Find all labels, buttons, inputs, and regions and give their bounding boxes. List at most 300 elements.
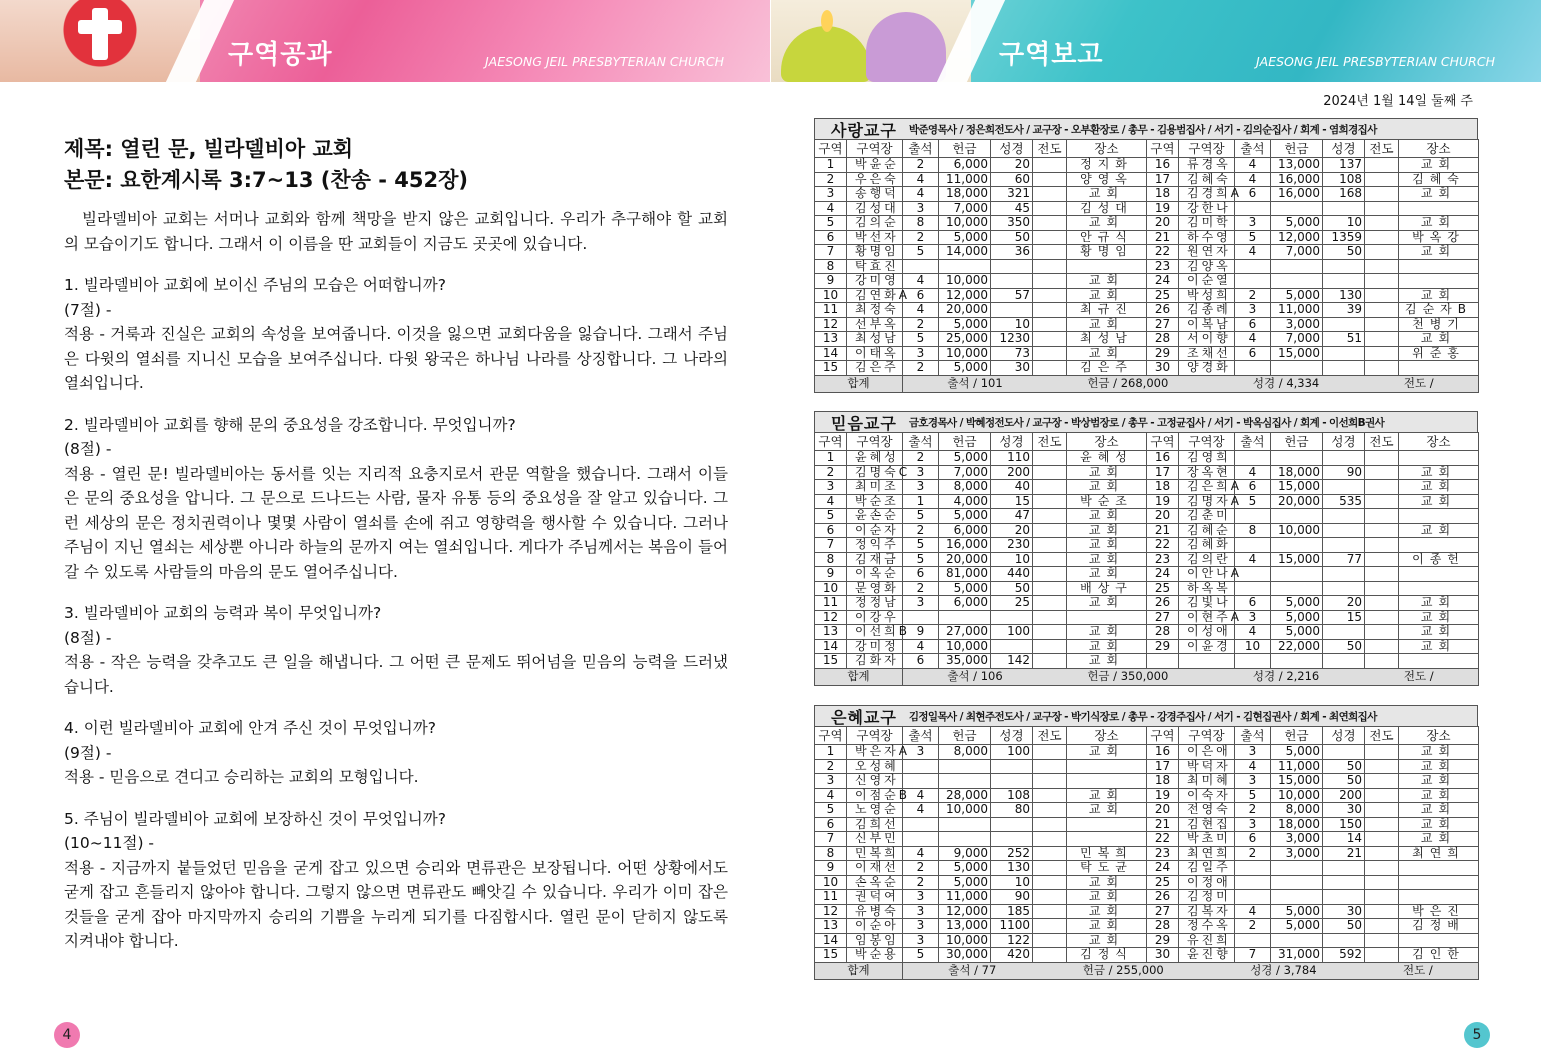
table-cell [1365, 480, 1399, 495]
table-cell: 3 [1235, 745, 1271, 760]
table-row [815, 581, 1479, 596]
table-cell: 4 [903, 303, 939, 318]
table-cell: 김정배 [1399, 919, 1479, 934]
table-cell: 8 [903, 216, 939, 231]
table-cell [1323, 654, 1365, 669]
column-header: 헌금 [939, 433, 991, 451]
table-cell: 10,000 [939, 933, 991, 948]
table-row [815, 465, 1479, 480]
table-cell: 교회 [1399, 187, 1479, 202]
column-header: 출석 [903, 727, 939, 745]
table-cell: 10,000 [939, 639, 991, 654]
table-row [815, 361, 1479, 376]
table-cell [1033, 948, 1067, 963]
table-cell: 교회 [1399, 788, 1479, 803]
table-cell: 이순열 [1179, 274, 1235, 289]
table-cell: 11,000 [939, 172, 991, 187]
table-cell: 4 [1235, 465, 1271, 480]
column-header: 구역 [815, 433, 847, 451]
table-cell: 7,000 [939, 201, 991, 216]
total-evangelism: 전도 / [1403, 669, 1434, 683]
table-cell: 60 [991, 172, 1033, 187]
table-cell [903, 832, 939, 847]
table-cell [1067, 774, 1147, 789]
table-cell: 230 [991, 538, 1033, 553]
table-cell: 최미혜 [1179, 774, 1235, 789]
table-cell [1365, 201, 1399, 216]
table-cell: 16 [1147, 158, 1179, 173]
column-header: 구역장 [847, 433, 903, 451]
table-cell: 김명숙C [847, 465, 903, 480]
table-cell: 14 [815, 639, 847, 654]
table-cell: 4 [815, 201, 847, 216]
table-cell: 5 [1235, 230, 1271, 245]
table-cell [1271, 509, 1323, 524]
table-cell [1033, 523, 1067, 538]
total-attendance: 출석 / 106 [947, 669, 1003, 683]
table-cell: 윤진향 [1179, 948, 1235, 963]
table-cell: 김순자B [1399, 303, 1479, 318]
table-cell: 3 [815, 187, 847, 202]
question-2-answer: 적용 - 열린 문! 빌라델비아는 동서를 잇는 지리적 요충지로서 관문 역할을 했습니다. 그래서 이들은 문의 중요성을 압니다. 그 문으로 드나드는 사람, 물자 유통 등의 중요성을 잘 알고 있습니다. 그런 세상의 문은 정치권력이나 몇몇 사람이 열쇠를 손에 쥐고 영향력을 행사할 수 있습니다. 그러나 주님이 지닌 열쇠는 세상뿐 아니라 하늘의 문까지 여는 열쇠입니다. 게다가 주님께서는 복음이 들어갈 수 있도록 사람들의 마음의 문도 열어주십니다. [64, 464, 728, 581]
table-cell [1323, 745, 1365, 760]
table-cell: 13 [815, 332, 847, 347]
table-cell: 이현주A [1179, 610, 1235, 625]
table-cell: 이정애 [1179, 875, 1235, 890]
question-5-ref: (10~11절) - [64, 834, 155, 852]
table-cell [1033, 788, 1067, 803]
table-cell: 13,000 [939, 919, 991, 934]
table-cell: 200 [1323, 788, 1365, 803]
table-cell: 7 [1235, 948, 1271, 963]
table-cell: 양경화 [1179, 361, 1235, 376]
table-cell: 24 [1147, 567, 1179, 582]
question-3: 3. 빌라델비아 교회의 능력과 복이 무엇입니까? [64, 604, 382, 622]
table-cell: 천병기 [1399, 317, 1479, 332]
table-cell: 정정남 [847, 596, 903, 611]
table-cell [1399, 509, 1479, 524]
table-cell: 윤손순 [847, 509, 903, 524]
table-cell [1235, 581, 1271, 596]
table-cell: 원연자 [1179, 245, 1235, 260]
table-cell: 이은애 [1179, 745, 1235, 760]
column-header: 구역장 [1179, 140, 1235, 158]
district-table [814, 726, 1479, 980]
table-cell: 박성희 [1179, 288, 1235, 303]
table-cell: 교회 [1399, 465, 1479, 480]
question-2: 2. 빌라델비아 교회를 향해 문의 중요성을 강조합니다. 무엇입니까? [64, 415, 516, 434]
table-cell: 22,000 [1271, 639, 1323, 654]
total-bible: 성경 / 3,784 [1250, 963, 1317, 977]
column-header: 출석 [1235, 433, 1271, 451]
table-cell [1033, 303, 1067, 318]
table-cell: 4 [903, 788, 939, 803]
table-cell: 이순자 [847, 523, 903, 538]
table-cell: 6 [1235, 187, 1271, 202]
table-cell: 3 [903, 745, 939, 760]
table-cell: 6,000 [939, 596, 991, 611]
table-cell: 교회 [1067, 274, 1147, 289]
table-cell [1235, 654, 1271, 669]
table-cell: 교회 [1067, 523, 1147, 538]
table-row [815, 875, 1479, 890]
table-cell: 29 [1147, 639, 1179, 654]
table-cell: 정수옥 [1179, 919, 1235, 934]
table-cell [1323, 201, 1365, 216]
table-cell [1323, 480, 1365, 495]
table-cell [1033, 654, 1067, 669]
table-cell: 40 [991, 480, 1033, 495]
table-cell: 김재금 [847, 552, 903, 567]
table-cell [1033, 230, 1067, 245]
table-cell [1033, 567, 1067, 582]
table-cell: 박순용 [847, 948, 903, 963]
table-cell [1365, 538, 1399, 553]
table-row [815, 567, 1479, 582]
table-cell [1365, 610, 1399, 625]
table-cell [1033, 172, 1067, 187]
table-cell: 22 [1147, 832, 1179, 847]
table-cell: 9,000 [939, 846, 991, 861]
table-cell [1033, 494, 1067, 509]
question-4: 4. 이런 빌라델비아 교회에 안겨 주신 것이 무엇입니까? [64, 719, 436, 737]
table-cell: 19 [1147, 494, 1179, 509]
table-cell: 20 [1323, 596, 1365, 611]
table-cell [991, 303, 1033, 318]
table-cell: 김희선 [847, 817, 903, 832]
table-cell: 1359 [1323, 230, 1365, 245]
table-cell: 이숙자 [1179, 788, 1235, 803]
table-cell: 4 [903, 274, 939, 289]
table-cell [903, 259, 939, 274]
table-cell [1399, 581, 1479, 596]
table-cell: 박초미 [1179, 832, 1235, 847]
table-cell: 5,000 [939, 317, 991, 332]
table-cell: 교회 [1399, 832, 1479, 847]
table-cell: 150 [1323, 817, 1365, 832]
table-cell [1365, 288, 1399, 303]
table-cell: 30,000 [939, 948, 991, 963]
table-row [815, 494, 1479, 509]
table-cell [1033, 538, 1067, 553]
question-2-ref: (8절) - [64, 440, 112, 458]
table-cell: 김은희A [1179, 480, 1235, 495]
table-cell: 김화자 [847, 654, 903, 669]
table-cell [1365, 523, 1399, 538]
table-cell [1365, 832, 1399, 847]
table-cell [1033, 803, 1067, 818]
table-cell [939, 259, 991, 274]
table-cell: 하수영 [1179, 230, 1235, 245]
table-cell: 교회 [1399, 596, 1479, 611]
table-cell [1067, 817, 1147, 832]
table-cell: 4 [815, 494, 847, 509]
table-cell: 민복희 [847, 846, 903, 861]
table-cell: 교회 [1067, 904, 1147, 919]
table-cell: 10,000 [939, 803, 991, 818]
table-cell: 민복희 [1067, 846, 1147, 861]
table-cell: 21 [1147, 230, 1179, 245]
table-cell: 90 [991, 890, 1033, 905]
table-cell: 3,000 [1271, 317, 1323, 332]
table-cell [1365, 875, 1399, 890]
table-cell [1365, 509, 1399, 524]
table-cell: 12,000 [1271, 230, 1323, 245]
table-row [815, 904, 1479, 919]
column-header: 장소 [1067, 433, 1147, 451]
table-cell: 김의란 [1179, 552, 1235, 567]
table-cell: 17 [1147, 465, 1179, 480]
table-cell: 8 [815, 846, 847, 861]
table-cell: 100 [991, 745, 1033, 760]
table-cell: 18 [1147, 480, 1179, 495]
table-cell: 19 [1147, 201, 1179, 216]
table-cell [1365, 803, 1399, 818]
table-cell: 18,000 [1271, 465, 1323, 480]
table-cell: 11 [815, 596, 847, 611]
district-staff: 김정일목사 / 최현주전도사 / 교구장 - 박기식장로 / 총무 - 강경주집사 / 서기 - 김현집권사 / 회계 - 최연희집사 [908, 710, 1377, 723]
table-cell: 10 [815, 875, 847, 890]
table-cell [1033, 774, 1067, 789]
table-cell: 박은진 [1399, 904, 1479, 919]
table-cell: 81,000 [939, 567, 991, 582]
table-cell: 3,000 [1271, 846, 1323, 861]
table-cell: 30 [1147, 948, 1179, 963]
table-cell: 황명임 [1067, 245, 1147, 260]
table-cell [939, 817, 991, 832]
table-cell: 김종례 [1179, 303, 1235, 318]
table-cell: 최미조 [847, 480, 903, 495]
table-cell: 이성애 [1179, 625, 1235, 640]
table-cell: 29 [1147, 346, 1179, 361]
table-row [815, 596, 1479, 611]
table-cell [1235, 861, 1271, 876]
table-cell: 3 [1235, 610, 1271, 625]
table-cell: 15,000 [1271, 552, 1323, 567]
table-cell: 14,000 [939, 245, 991, 260]
table-cell: 9 [903, 625, 939, 640]
table-row [815, 259, 1479, 274]
table-cell [1271, 361, 1323, 376]
table-row [815, 625, 1479, 640]
table-cell: 강미영 [847, 274, 903, 289]
table-row [815, 890, 1479, 905]
table-cell [939, 832, 991, 847]
table-cell [991, 832, 1033, 847]
table-cell: 22 [1147, 538, 1179, 553]
column-header: 장소 [1399, 140, 1479, 158]
left-page [0, 0, 770, 1059]
table-cell [1399, 890, 1479, 905]
table-cell: 교회 [1067, 875, 1147, 890]
table-cell: 5,000 [1271, 216, 1323, 231]
table-cell: 18,000 [1271, 817, 1323, 832]
table-cell: 2 [903, 451, 939, 466]
table-cell: 교회 [1399, 817, 1479, 832]
table-cell: 5 [1235, 494, 1271, 509]
total-attendance: 출석 / 77 [948, 963, 997, 977]
table-cell: 27 [1147, 610, 1179, 625]
table-cell: 36 [991, 245, 1033, 260]
table-cell: 24 [1147, 861, 1179, 876]
table-cell: 최성남 [847, 332, 903, 347]
total-values [903, 962, 1479, 979]
table-cell [1399, 451, 1479, 466]
table-cell [1235, 451, 1271, 466]
table-cell: 15 [991, 494, 1033, 509]
table-cell: 하옥복 [1179, 581, 1235, 596]
table-cell: 김양옥 [1179, 259, 1235, 274]
table-cell [1033, 346, 1067, 361]
church-name: JAESONG JEIL PRESBYTERIAN CHURCH [484, 54, 724, 69]
table-cell: 6 [903, 567, 939, 582]
table-cell: 안규식 [1067, 230, 1147, 245]
column-header: 장소 [1399, 727, 1479, 745]
table-cell: 윤혜성 [1067, 451, 1147, 466]
table-cell: 3 [903, 346, 939, 361]
question-5-answer: 적용 - 지금까지 붙들었던 믿음을 굳게 잡고 있으면 승리와 면류관은 보장됩니다. 어떤 상황에서도 굳게 잡고 흔들리지 않아야 합니다. 그렇지 않으면 면류관도 빼앗길 수 있습니다. 우리가 이미 잡은 것들을 굳게 잡아 마지막까지 승리의 기쁨을 누리게 되기를 다짐합시다. 열린 문이 닫히지 않도록 지켜내야 합니다. [64, 858, 728, 950]
table-cell [1033, 274, 1067, 289]
table-cell [1235, 361, 1271, 376]
table-cell: 137 [1323, 158, 1365, 173]
table-cell [1365, 890, 1399, 905]
table-cell [1033, 187, 1067, 202]
table-cell: 8 [815, 552, 847, 567]
table-cell: 김인한 [1399, 948, 1479, 963]
table-cell: 7 [815, 245, 847, 260]
table-cell: 교회 [1067, 639, 1147, 654]
table-cell: 4 [903, 846, 939, 861]
table-cell: 535 [1323, 494, 1365, 509]
table-cell [1033, 317, 1067, 332]
question-4-answer: 적용 - 믿음으로 견디고 승리하는 교회의 모형입니다. [64, 768, 419, 786]
table-cell: 5 [903, 509, 939, 524]
table-cell [1271, 654, 1323, 669]
table-cell: 11,000 [1271, 759, 1323, 774]
table-cell: 이복남 [1179, 317, 1235, 332]
table-cell [1271, 581, 1323, 596]
table-cell: 김일주 [1179, 861, 1235, 876]
table-cell [1033, 639, 1067, 654]
table-row [815, 332, 1479, 347]
question-5: 5. 주님이 빌라델비아 교회에 보장하신 것이 무엇입니까? [64, 809, 446, 828]
table-cell: 교회 [1399, 216, 1479, 231]
table-cell: 10 [1235, 639, 1271, 654]
table-cell: 김혜화 [1179, 538, 1235, 553]
table-cell: 강한나 [1179, 201, 1235, 216]
table-cell: 6 [815, 230, 847, 245]
table-cell: 김명자A [1179, 494, 1235, 509]
table-cell: 25 [991, 596, 1033, 611]
table-cell: 교회 [1067, 803, 1147, 818]
table-row [815, 245, 1479, 260]
table-cell [1033, 245, 1067, 260]
table-cell: 13 [815, 919, 847, 934]
table-cell: 15,000 [1271, 774, 1323, 789]
column-header: 헌금 [1271, 140, 1323, 158]
table-cell [1323, 259, 1365, 274]
table-cell: 이종헌 [1399, 552, 1479, 567]
table-cell: 23 [1147, 552, 1179, 567]
table-cell: 2 [1235, 288, 1271, 303]
table-cell: 12,000 [939, 288, 991, 303]
total-row [815, 375, 1479, 392]
table-cell: 교회 [1399, 523, 1479, 538]
table-cell: 10,000 [1271, 788, 1323, 803]
table-cell [1365, 933, 1399, 948]
table-row [815, 158, 1479, 173]
table-cell [1033, 451, 1067, 466]
table-cell: 5 [903, 552, 939, 567]
table-cell: 신부민 [847, 832, 903, 847]
table-cell [1033, 216, 1067, 231]
table-cell [1033, 332, 1067, 347]
table-cell: 임봉임 [847, 933, 903, 948]
table-cell: 이점순B [847, 788, 903, 803]
table-cell: 장옥현 [1179, 465, 1235, 480]
table-cell [1235, 933, 1271, 948]
table-cell: 25,000 [939, 332, 991, 347]
table-cell: 30 [1323, 904, 1365, 919]
table-cell: 20,000 [1271, 494, 1323, 509]
table-cell: 16 [1147, 745, 1179, 760]
table-cell: 4 [903, 803, 939, 818]
table-cell: 7,000 [1271, 332, 1323, 347]
table-cell: 김정미 [1179, 890, 1235, 905]
table-cell: 김미학 [1179, 216, 1235, 231]
column-header: 출석 [1235, 727, 1271, 745]
district-staff: 박준영목사 / 정은희전도사 / 교구장 - 오부환장로 / 총무 - 김용범집사 / 서기 - 김의순집사 / 회계 - 염희경집사 [908, 123, 1377, 136]
table-row [815, 451, 1479, 466]
table-cell: 강미정 [847, 639, 903, 654]
table-cell [1033, 919, 1067, 934]
table-cell [1067, 610, 1147, 625]
table-cell: 15,000 [1271, 480, 1323, 495]
table-cell: 8 [1235, 523, 1271, 538]
table-cell: 51 [1323, 332, 1365, 347]
table-cell: 3 [903, 596, 939, 611]
table-cell: 교회 [1067, 465, 1147, 480]
table-cell: 박은자A [847, 745, 903, 760]
table-cell: 이태옥 [847, 346, 903, 361]
table-cell: 8,000 [939, 745, 991, 760]
question-4-ref: (9절) - [64, 743, 112, 762]
table-cell [1365, 861, 1399, 876]
table-cell [1179, 654, 1235, 669]
table-cell: 3 [1235, 774, 1271, 789]
total-label: 합계 [815, 375, 903, 392]
table-header-row [815, 140, 1479, 158]
table-cell [1365, 596, 1399, 611]
table-cell: 김은주 [1067, 361, 1147, 376]
table-cell [1033, 158, 1067, 173]
table-cell [1365, 846, 1399, 861]
table-cell: 50 [1323, 919, 1365, 934]
table-cell: 교회 [1067, 509, 1147, 524]
table-cell: 25 [1147, 581, 1179, 596]
table-cell: 교회 [1399, 288, 1479, 303]
table-cell [1323, 933, 1365, 948]
table-cell: 4 [815, 788, 847, 803]
table-cell: 15 [815, 654, 847, 669]
table-cell: 박옥강 [1399, 230, 1479, 245]
table-header-row [815, 433, 1479, 451]
column-header: 구역장 [1179, 727, 1235, 745]
table-cell: 교회 [1399, 803, 1479, 818]
table-cell: 이선희B [847, 625, 903, 640]
table-row [815, 303, 1479, 318]
table-cell: 2 [1235, 846, 1271, 861]
